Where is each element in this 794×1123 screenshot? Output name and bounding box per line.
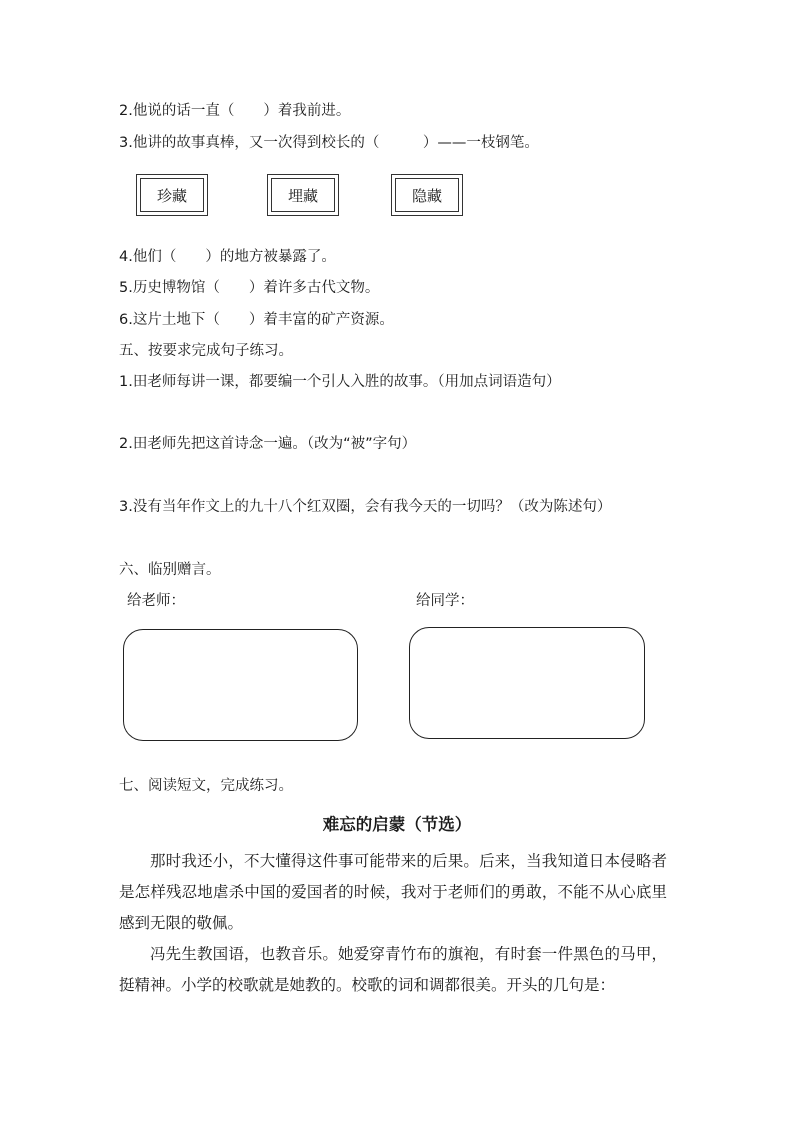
question-6: 6.这片土地下（ ）着丰富的矿产资源。 xyxy=(119,312,394,328)
sentence-task-3: 3.没有当年作文上的九十八个红双圈，会有我今天的一切吗？（改为陈述句） xyxy=(119,499,612,515)
question-5: 5.历史博物馆（ ）着许多古代文物。 xyxy=(119,280,380,296)
passage-paragraph-2: 冯先生教国语，也教音乐。她爱穿青竹布的旗袍，有时套一件黑色的马甲，挺精神。小学的校歌就是她教的。校歌的词和调都很美。开头的几句是： xyxy=(119,945,667,994)
passage-paragraph-1: 那时我还小，不大懂得这件事可能带来的后果。后来，当我知道日本侵略者是怎样残忍地虐杀中国的爱国者的时候，我对于老师们的勇敢，不能不从心底里感到无限的敬佩。 xyxy=(119,852,667,932)
section-7-heading: 七、阅读短文，完成练习。 xyxy=(119,778,293,794)
to-teacher-label: 给老师： xyxy=(127,593,185,609)
section-6-heading: 六、临别赠言。 xyxy=(119,562,221,578)
passage-title: 难忘的启蒙（节选） xyxy=(322,815,472,834)
word-choice-box xyxy=(391,174,463,216)
word-choice-box xyxy=(136,174,208,216)
section-5-heading: 五、按要求完成句子练习。 xyxy=(119,343,293,359)
teacher-message-box[interactable] xyxy=(123,629,358,741)
question-3: 3.他讲的故事真棒，又一次得到校长的（ ）——一枝钢笔。 xyxy=(119,135,539,151)
sentence-task-1: 1.田老师每讲一课，都要编一个引人入胜的故事。（用加点词语造句） xyxy=(119,374,561,390)
word-choice-box xyxy=(267,174,339,216)
question-4: 4.他们（ ）的地方被暴露了。 xyxy=(119,249,336,265)
word-choice-1: 珍藏 xyxy=(140,178,204,212)
to-classmate-label: 给同学： xyxy=(416,593,474,609)
sentence-task-2: 2.田老师先把这首诗念一遍。（改为“被”字句） xyxy=(119,436,417,452)
question-2: 2.他说的话一直（ ）着我前进。 xyxy=(119,103,351,119)
word-choice-3: 隐藏 xyxy=(395,178,459,212)
word-choice-2: 埋藏 xyxy=(271,178,335,212)
classmate-message-box[interactable] xyxy=(409,627,645,739)
